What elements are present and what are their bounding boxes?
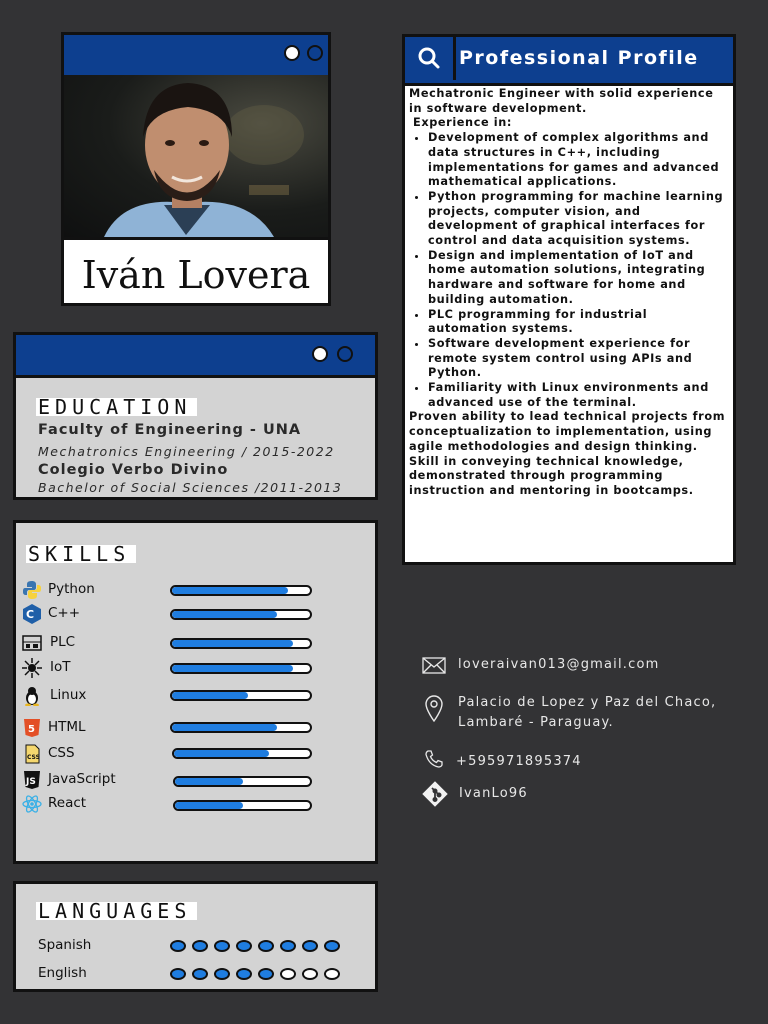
contact-address [458,693,716,733]
address-line: Lambaré - Paraguay. [458,715,614,730]
profile-intro: Mechatronic Engineer with solid experience in software development. [409,87,714,115]
experience-list [409,131,727,410]
profile-title: Professional Profile [459,47,699,69]
language-level-dot [280,940,296,952]
svg-text:CSS: CSS [27,754,40,761]
skill-level-bar [170,663,312,674]
language-level-dot [236,968,252,980]
language-level-dot [192,940,208,952]
window-dot-icon [307,45,323,61]
svg-text:C: C [26,608,35,621]
profile-header-bar [405,37,733,86]
window-dot-icon [337,346,353,362]
skill-level-fill [172,611,277,618]
languages-card [13,881,378,992]
professional-profile-card [402,34,736,565]
location-pin-icon [424,695,444,722]
contact-phone[interactable]: +595971895374 [456,754,582,769]
language-label: English [38,965,87,981]
search-icon [405,37,456,80]
list-item: • Python programming for machine learning projects, computer vision, and development of graphical interfaces for control and data acquisition systems. [428,190,727,249]
profile-experience-label: Experience in: [413,116,513,130]
profile-outro-2: Skill in conveying technical knowledge, demonstrated through programming instruction and mentoring in bootcamps. [409,454,694,497]
education-detail-2: Bachelor of Social Sciences /2011-2013 [38,480,343,495]
education-header-bar [16,335,375,378]
skill-level-bar [172,748,312,759]
skills-card [13,520,378,864]
react-icon [22,794,42,814]
skill-level-fill [174,750,269,757]
skill-level-bar [170,690,312,701]
skill-level-bar [170,609,312,620]
list-item: • Development of complex algorithms and data structures in C++, including implementations for games and advanced mathematical applications. [428,131,727,190]
javascript-icon [22,770,42,790]
list-item: • Design and implementation of IoT and home automation solutions, integrating hardware and software for home and building automation. [428,249,727,308]
profile-photo-card [61,32,331,306]
git-icon [421,780,449,808]
language-label: Spanish [38,937,92,953]
language-level-dot [324,968,340,980]
svg-text:JS: JS [26,777,36,787]
photo-card-header-bar [64,35,328,78]
skill-label: C++ [48,605,81,621]
skill-label: React [48,795,87,811]
plc-icon [22,633,42,653]
language-level-dot [170,940,186,952]
email-icon [422,657,446,674]
window-dot-icon [312,346,328,362]
skill-level-fill [172,692,248,699]
list-item: • PLC programming for industrial automation systems. [428,308,727,337]
language-level-dot [302,968,318,980]
education-school-2: Colegio Verbo Divino [38,462,229,478]
language-level-dot [324,940,340,952]
profile-outro-1: Proven ability to lead technical projects from conceptualization to implementation, using agile methodologies and design thinking. [409,410,726,453]
skill-level-fill [172,587,288,594]
profile-photo [64,75,328,240]
address-line: Palacio de Lopez y Paz del Chaco, [458,695,717,710]
svg-text:5: 5 [28,724,35,735]
profile-text [409,87,727,499]
css-icon [22,744,42,764]
contact-email[interactable]: loveraivan013@gmail.com [458,657,660,672]
languages-title: LANGUAGES [36,902,197,920]
education-card [13,332,378,500]
window-dot-icon [284,45,300,61]
cplusplus-icon [22,604,42,624]
candidate-name: Iván Lovera [81,253,311,297]
skill-level-bar [173,800,312,811]
skill-label: HTML [48,719,86,735]
list-item: • Familiarity with Linux environments and advanced use of the terminal. [428,381,727,410]
linux-icon [22,686,42,706]
language-level-dot [214,968,230,980]
language-level-dot [192,968,208,980]
skill-label: Python [48,581,95,597]
skill-level-fill [172,665,293,672]
skill-level-bar [170,722,312,733]
skill-level-bar [173,776,312,787]
skill-level-fill [172,724,277,731]
education-title: EDUCATION [36,398,197,416]
contact-git[interactable]: IvanLo96 [459,786,528,801]
language-level-dot [280,968,296,980]
language-level-dot [236,940,252,952]
language-level-dot [258,940,274,952]
language-level-dot [302,940,318,952]
skill-level-fill [175,778,243,785]
iot-icon [22,658,42,678]
python-icon [22,580,42,600]
language-level-dot [214,940,230,952]
education-school-1: Faculty of Engineering - UNA [38,422,302,438]
skill-level-bar [170,585,312,596]
skill-label: PLC [50,634,76,650]
skill-label: IoT [50,659,71,675]
language-level-dot [258,968,274,980]
language-level-dots [170,968,340,980]
education-detail-1: Mechatronics Engineering / 2015-2022 [38,444,335,459]
list-item: • Software development experience for remote system control using APIs and Python. [428,337,727,381]
skill-level-fill [172,640,293,647]
skills-title: SKILLS [26,545,136,563]
phone-icon [424,749,444,769]
skill-level-fill [175,802,243,809]
language-level-dot [170,968,186,980]
html5-icon [22,718,42,738]
skill-label: Linux [50,687,87,703]
person-portrait-icon [64,75,328,237]
language-level-dots [170,940,340,952]
skill-label: CSS [48,745,75,761]
skill-level-bar [170,638,312,649]
skill-label: JavaScript [48,771,116,787]
